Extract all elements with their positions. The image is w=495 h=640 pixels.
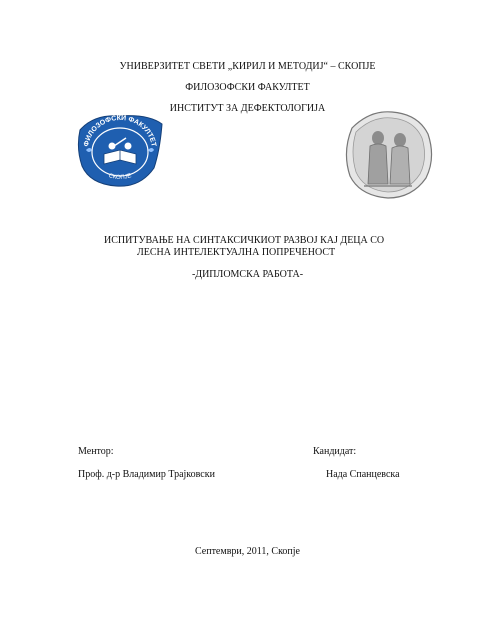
faculty-emblem-icon — [74, 110, 166, 190]
mentor-label: Ментор: — [78, 446, 114, 457]
faculty-name: ФИЛОЗОФСКИ ФАКУЛТЕТ — [185, 82, 310, 93]
candidate-label: Кандидат: — [313, 446, 357, 457]
institute-name: ИНСТИТУТ ЗА ДЕФЕКТОЛОГИЈА — [169, 103, 326, 114]
emblem-bottom-text: СКОПЈЕ — [107, 173, 133, 182]
thesis-subtitle: -ДИПЛОМСКА РАБОТА- — [191, 269, 304, 280]
university-seal-icon — [340, 108, 436, 200]
emblem-text: ФИЛОЗОФСКИ ФАКУЛТЕТ — [83, 114, 157, 148]
thesis-title-line-1: ИСПИТУВАЊЕ НА СИНТАКСИЧКИОТ РАЗВОЈ КАЈ ДЕЦА СО — [104, 235, 385, 246]
mentor-name: Проф. д-р Владимир Трајковски — [78, 469, 215, 480]
candidate-name: Нада Спанцевска — [326, 469, 400, 480]
thesis-title-line-2: ЛЕСНА ИНТЕЛЕКТУАЛНА ПОПРЕЧЕНОСТ — [137, 247, 336, 258]
date-location: Септември, 2011, Скопје — [194, 546, 300, 557]
university-name: УНИВЕРЗИТЕТ СВЕТИ „КИРИЛ И МЕТОДИЈ“ – СКОПЈЕ — [119, 61, 376, 72]
